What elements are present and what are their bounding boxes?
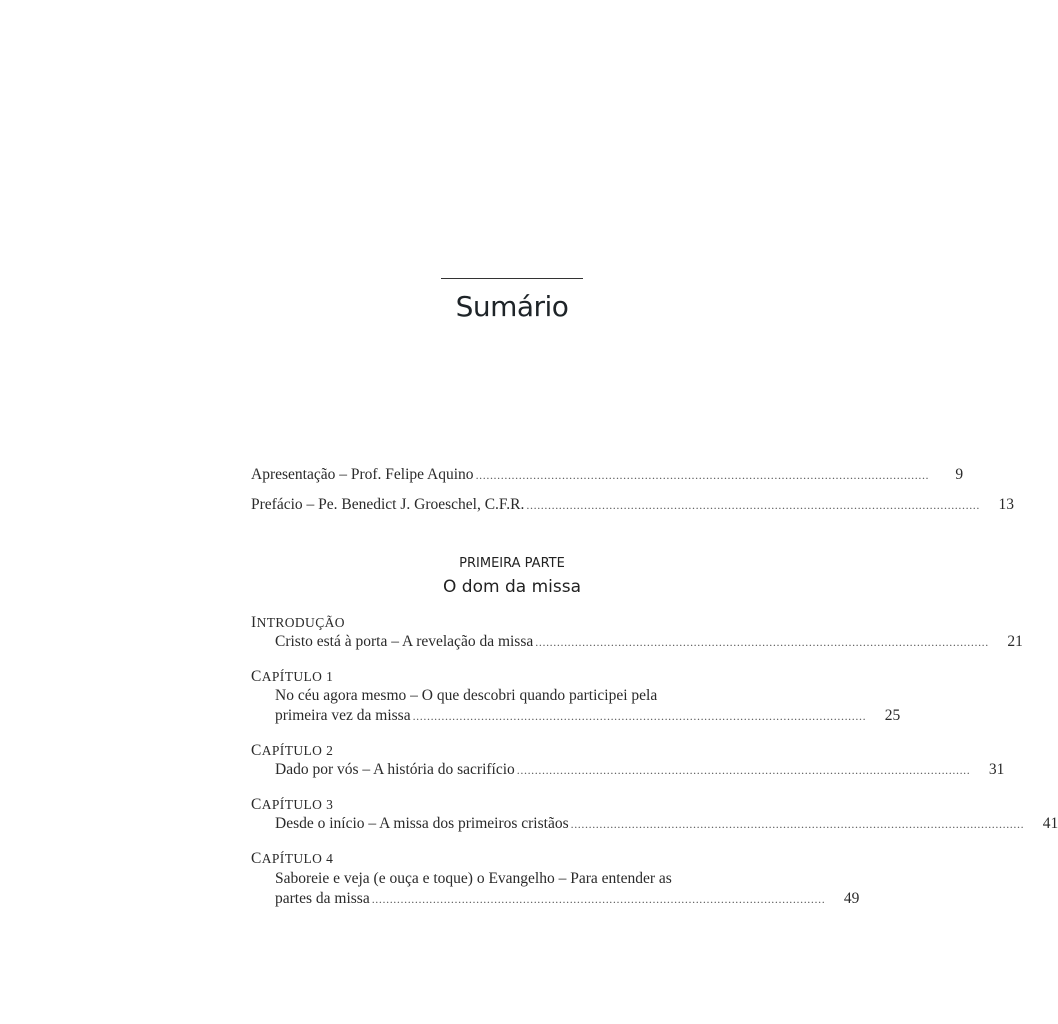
chapter-label: CAPÍTULO 4 bbox=[251, 850, 334, 867]
page-title: Sumário bbox=[455, 290, 569, 323]
dot-leader: .............................................................................................................................. bbox=[535, 635, 989, 649]
toc-entry-introducao[interactable] bbox=[275, 633, 1023, 655]
toc-page-number: 41 bbox=[1042, 815, 1058, 832]
dot-leader: .............................................................................................................................. bbox=[570, 817, 1025, 831]
dot-leader: .............................................................................................................................. bbox=[516, 763, 971, 777]
dot-leader: .............................................................................................................................. bbox=[475, 468, 930, 482]
chapter-label: INTRODUÇÃO bbox=[251, 614, 345, 631]
toc-entry-text: Cristo está à porta – A revelação da missa bbox=[275, 633, 534, 650]
toc-entry-capitulo-3[interactable] bbox=[275, 815, 1058, 837]
part-label: PRIMEIRA PARTE bbox=[459, 556, 565, 571]
toc-page-number: 25 bbox=[884, 707, 901, 724]
chapter-label: CAPÍTULO 2 bbox=[251, 742, 334, 759]
toc-entry-text: Apresentação – Prof. Felipe Aquino bbox=[251, 466, 474, 483]
toc-entry-text-line: Saboreie e veja (e ouça e toque) o Evangelho – Para entender as bbox=[275, 870, 672, 887]
dot-leader: .............................................................................................................................. bbox=[526, 498, 981, 512]
toc-entry-text: Prefácio – Pe. Benedict J. Groeschel, C.F.R. bbox=[251, 496, 525, 513]
chapter-label: CAPÍTULO 3 bbox=[251, 796, 334, 813]
toc-entry-text: Dado por vós – A história do sacrifício bbox=[275, 761, 515, 778]
title-rule bbox=[441, 278, 583, 279]
toc-page-number: 49 bbox=[843, 890, 860, 907]
toc-page-number: 9 bbox=[955, 466, 964, 483]
toc-entry-capitulo-4[interactable] bbox=[275, 890, 860, 912]
toc-page-number: 31 bbox=[988, 761, 1005, 778]
part-title: O dom da missa bbox=[443, 577, 581, 597]
toc-entry-capitulo-1[interactable] bbox=[275, 707, 901, 729]
toc-page-number: 13 bbox=[998, 496, 1015, 513]
toc-entry-text-line: No céu agora mesmo – O que descobri quando participei pela bbox=[275, 687, 658, 704]
dot-leader: .............................................................................................................................. bbox=[371, 892, 826, 906]
toc-entry-prefacio[interactable] bbox=[251, 496, 1015, 518]
toc-page-number: 21 bbox=[1007, 633, 1023, 650]
toc-entry-apresentacao[interactable] bbox=[251, 466, 964, 488]
toc-entry-text: Desde o início – A missa dos primeiros cristãos bbox=[275, 815, 569, 832]
toc-entry-capitulo-2[interactable] bbox=[275, 761, 1005, 783]
toc-entry-text: partes da missa bbox=[275, 890, 370, 907]
toc-entry-text: primeira vez da missa bbox=[275, 707, 411, 724]
dot-leader: .............................................................................................................................. bbox=[412, 709, 867, 723]
chapter-label: CAPÍTULO 1 bbox=[251, 668, 334, 685]
